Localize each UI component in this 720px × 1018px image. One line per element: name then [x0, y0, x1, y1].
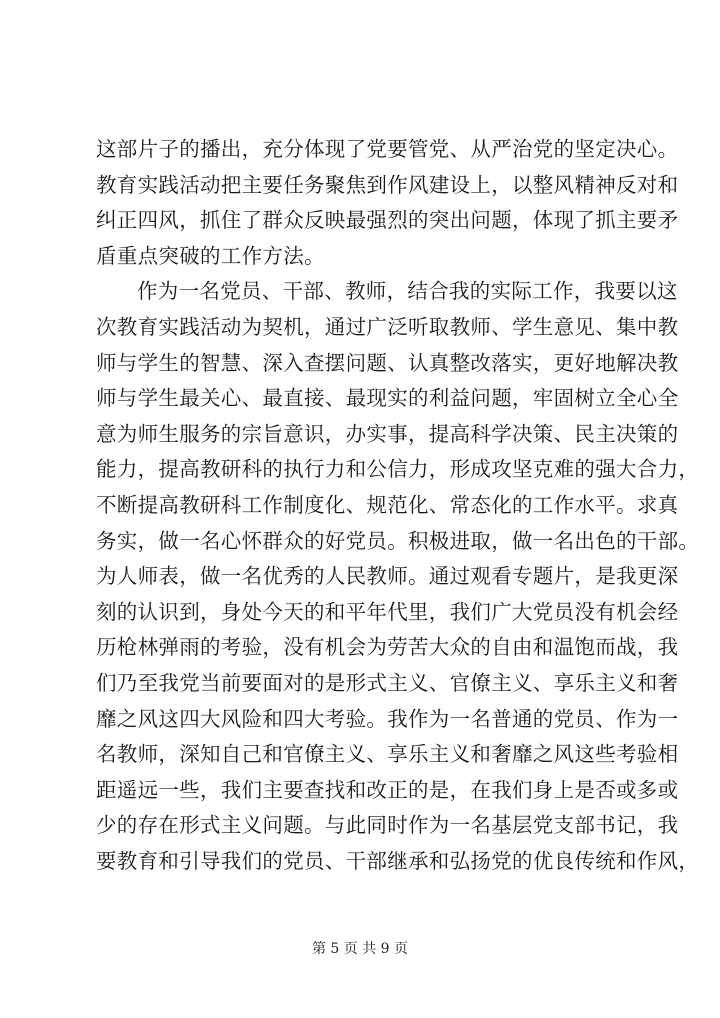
text-line: 能力，提高教研科的执行力和公信力，形成攻坚克难的强大合力， — [96, 457, 700, 482]
page-number-footer: 第 5 页 共 9 页 — [311, 941, 409, 957]
text-line: 靡之风这四大风险和四大考验。我作为一名普通的党员、作为一 — [96, 706, 679, 731]
text-line: 次教育实践活动为契机，通过广泛听取教师、学生意见、集中教 — [96, 314, 679, 339]
text-line: 们乃至我党当前要面对的是形式主义、官僚主义、享乐主义和奢 — [96, 670, 679, 695]
text-line: 要教育和引导我们的党员、干部继承和弘扬党的优良传统和作风， — [96, 848, 700, 873]
text-line: 少的存在形式主义问题。与此同时作为一名基层党支部书记，我 — [96, 813, 679, 838]
text-line: 意为师生服务的宗旨意识，办实事，提高科学决策、民主决策的 — [96, 421, 679, 446]
text-line: 盾重点突破的工作方法。 — [96, 243, 325, 268]
text-line: 名教师，深知自己和官僚主义、享乐主义和奢靡之风这些考验相 — [96, 742, 679, 767]
paragraph-1 — [96, 132, 679, 274]
text-line: 师与学生的智慧、深入查摆问题、认真整改落实，更好地解决教 — [96, 350, 679, 375]
body-text — [96, 132, 700, 879]
text-line: 刻的认识到，身处今天的和平年代里，我们广大党员没有机会经 — [96, 599, 679, 624]
paragraph-2 — [96, 274, 700, 879]
text-line: 纠正四风，抓住了群众反映最强烈的突出问题，体现了抓主要矛 — [96, 208, 679, 233]
text-line: 这部片子的播出，充分体现了党要管党、从严治党的坚定决心。 — [96, 137, 679, 161]
text-line: 距遥远一些，我们主要查找和改正的是，在我们身上是否或多或 — [96, 777, 679, 802]
text-line: 务实，做一名心怀群众的好党员。积极进取，做一名出色的干部。 — [96, 528, 700, 553]
text-line: 历枪林弹雨的考验，没有机会为劳苦大众的自由和温饱而战，我 — [96, 635, 679, 660]
text-line: 不断提高教研科工作制度化、规范化、常态化的工作水平。求真 — [96, 492, 679, 517]
text-line: 为人师表，做一名优秀的人民教师。通过观看专题片，是我更深 — [96, 564, 679, 589]
text-line: 师与学生最关心、最直接、最现实的利益问题，牢固树立全心全 — [96, 386, 679, 411]
text-line: 教育实践活动把主要任务聚焦到作风建设上，以整风精神反对和 — [96, 172, 679, 197]
text-line: 作为一名党员、干部、教师，结合我的实际工作，我要以这 — [137, 279, 678, 304]
